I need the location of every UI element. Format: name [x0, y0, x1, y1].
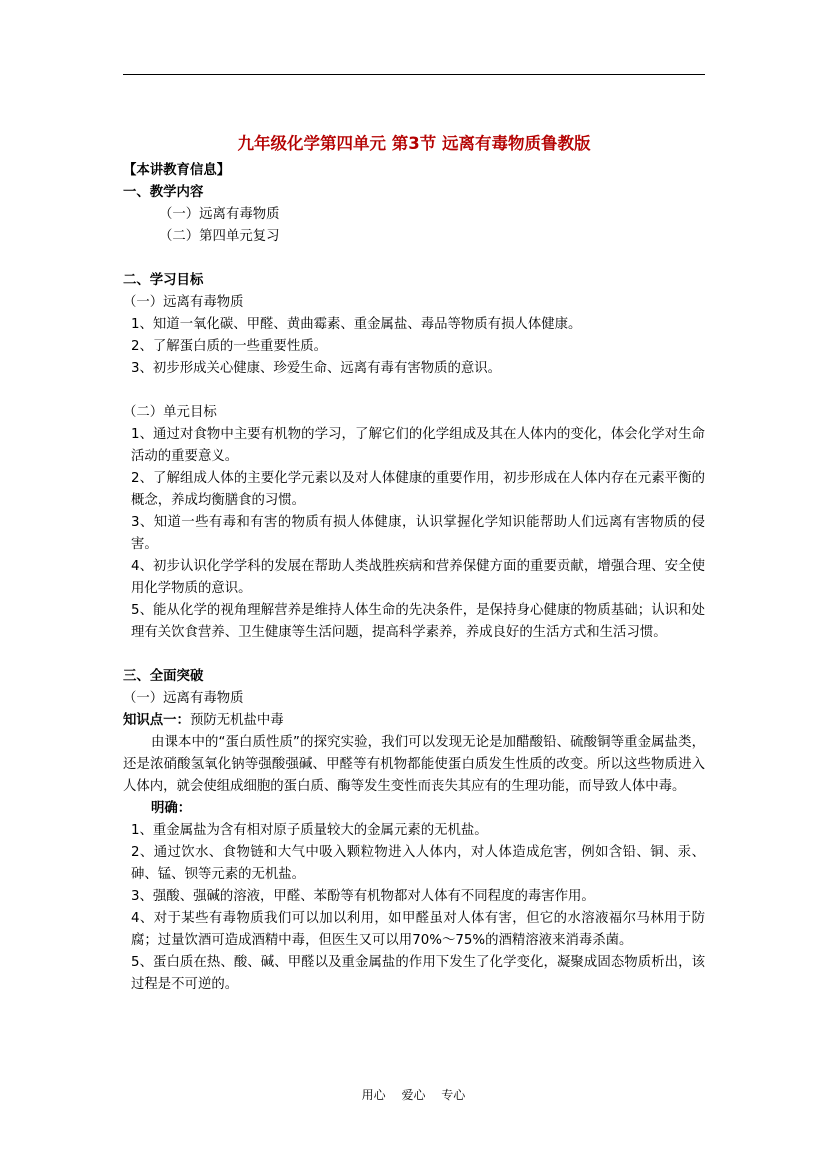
clarify-point: 1、重金属盐为含有相对原子质量较大的金属元素的无机盐。	[131, 823, 488, 838]
document-body	[123, 131, 705, 996]
page-footer: 用心 爱心 专心	[361, 1088, 466, 1102]
section-1-item: （二）第四单元复习	[159, 229, 280, 244]
clarify-point: 4、对于某些有毒物质我们可以加以利用，如甲醛虽对人体有害，但它的水溶液福尔马林用于防腐；过量饮酒可造成酒精中毒，但医生又可以用70%～75%的酒精溶液来消毒杀菌。	[131, 911, 705, 948]
section-1-heading: 一、教学内容	[123, 185, 204, 200]
info-header: 【本讲教育信息】	[123, 163, 231, 178]
goal-item: 3、初步形成关心健康、珍爱生命、远离有毒有害物质的意识。	[131, 361, 502, 376]
section-2-sub1: （一）远离有毒物质	[123, 295, 244, 310]
section-3-sub1: （一）远离有毒物质	[123, 691, 244, 706]
intro-paragraph: 由课本中的“蛋白质性质”的探究实验，我们可以发现无论是加醋酸铅、硫酸铜等重金属盐类，还是浓硝酸氢氧化钠等强酸强碱、甲醛等有机物都能使蛋白质发生性质的改变。所以这些物质进入人体内，就会使组成细胞的蛋白质、酶等发生变性而丧失其应有的生理功能，而导致人体中毒。	[123, 735, 705, 794]
goal-item: 2、了解蛋白质的一些重要性质。	[131, 339, 327, 354]
section-2-heading: 二、学习目标	[123, 273, 204, 288]
section-1-item: （一）远离有毒物质	[159, 207, 280, 222]
clarify-point: 3、强酸、强碱的溶液，甲醛、苯酚等有机物都对人体有不同程度的毒害作用。	[131, 889, 595, 904]
knowledge-point-text: 预防无机盐中毒	[189, 713, 284, 728]
clarify-point: 2、通过饮水、食物链和大气中吸入颗粒物进入人体内，对人体造成危害，例如含铅、铜、汞、砷、锰、钡等元素的无机盐。	[131, 845, 705, 882]
unit-goal-item: 1、通过对食物中主要有机物的学习，了解它们的化学组成及其在人体内的变化，体会化学对生命活动的重要意义。	[131, 427, 705, 464]
unit-goal-item: 4、初步认识化学学科的发展在帮助人类战胜疾病和营养保健方面的重要贡献，增强合理、安全使用化学物质的意识。	[131, 559, 705, 596]
clarify-point: 5、蛋白质在热、酸、碱、甲醛以及重金属盐的作用下发生了化学变化，凝聚成固态物质析出，该过程是不可逆的。	[131, 955, 705, 992]
goal-item: 1、知道一氧化碳、甲醛、黄曲霉素、重金属盐、毒品等物质有损人体健康。	[131, 317, 582, 332]
clarify-label: 明确：	[151, 801, 192, 816]
unit-goal-item: 3、知道一些有毒和有害的物质有损人体健康，认识掌握化学知识能帮助人们远离有害物质的侵害。	[131, 515, 705, 552]
section-2-sub2: （二）单元目标	[123, 405, 217, 420]
unit-goal-item: 5、能从化学的视角理解营养是维持人体生命的先决条件，是保持身心健康的物质基础；认识和处理有关饮食营养、卫生健康等生活问题，提高科学素养，养成良好的生活方式和生活习惯。	[131, 603, 705, 640]
header-rule	[123, 74, 705, 75]
document-title: 九年级化学第四单元 第3节 远离有毒物质鲁教版	[237, 134, 591, 153]
section-3-heading: 三、全面突破	[123, 669, 204, 684]
knowledge-point-label: 知识点一：	[123, 713, 190, 728]
unit-goal-item: 2、了解组成人体的主要化学元素以及对人体健康的重要作用，初步形成在人体内存在元素平衡的概念，养成均衡膳食的习惯。	[131, 471, 705, 508]
knowledge-point	[123, 710, 705, 732]
